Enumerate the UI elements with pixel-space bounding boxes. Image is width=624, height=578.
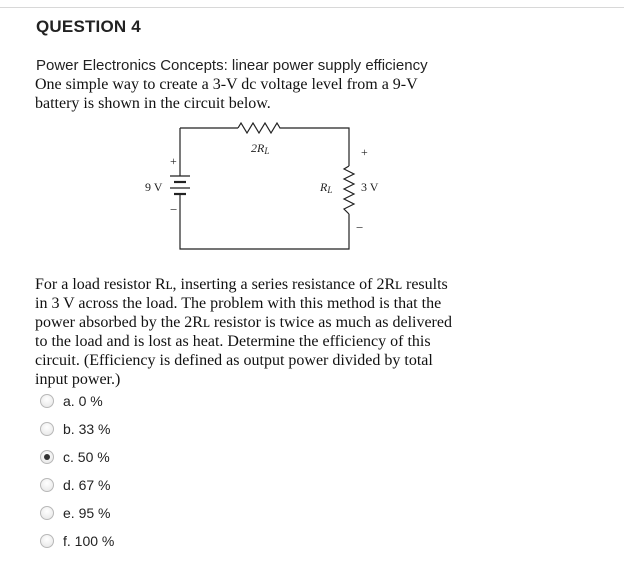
radio-button[interactable] [40, 506, 54, 520]
answer-label: c. 50 % [63, 449, 110, 465]
load-plus: + [361, 145, 368, 159]
answer-option-a[interactable] [40, 393, 103, 409]
radio-button[interactable] [40, 422, 54, 436]
series-resistor-label: 2RL [251, 141, 270, 156]
wire-right-bottom [180, 202, 349, 249]
body-line: in 3 V across the load. The problem with this method is that the [35, 295, 442, 312]
top-divider [0, 7, 624, 8]
load-minus: − [356, 220, 364, 235]
question-concept: Power Electronics Concepts: linear power supply efficiency [36, 57, 428, 74]
radio-button[interactable] [40, 450, 54, 464]
radio-button[interactable] [40, 394, 54, 408]
body-line: power absorbed by the 2Rʟ resistor is twice as much as delivered [35, 314, 452, 331]
answer-label: a. 0 % [63, 393, 103, 409]
question-intro [35, 75, 505, 113]
intro-line: battery is shown in the circuit below. [35, 95, 271, 112]
answer-option-e[interactable] [40, 505, 110, 521]
radio-button[interactable] [40, 534, 54, 548]
load-resistor [344, 166, 354, 214]
answer-option-c[interactable] [40, 449, 110, 465]
load-voltage-label: 3 V [361, 180, 379, 194]
answer-option-f[interactable] [40, 533, 114, 549]
battery-minus: − [170, 202, 178, 217]
body-line: to the load and is lost as heat. Determine the efficiency of this [35, 333, 431, 350]
answer-option-b[interactable] [40, 421, 110, 437]
intro-line: One simple way to create a 3-V dc voltage level from a 9-V [35, 76, 418, 93]
battery-label: 9 V [145, 180, 163, 194]
radio-button[interactable] [40, 478, 54, 492]
answer-label: b. 33 % [63, 421, 111, 437]
wire-top-right [282, 128, 349, 166]
body-line: For a load resistor Rʟ, inserting a series resistance of 2Rʟ results [35, 276, 448, 293]
circuit-diagram [130, 118, 390, 258]
question-title: QUESTION 4 [36, 17, 141, 36]
series-resistor [238, 123, 282, 133]
body-line: circuit. (Efficiency is defined as output power divided by total [35, 352, 433, 369]
body-line: input power.) [35, 371, 121, 388]
question-body [35, 275, 505, 389]
load-resistor-label: RL [320, 180, 333, 195]
battery-symbol [170, 176, 190, 202]
battery-plus: + [170, 154, 177, 168]
answer-label: e. 95 % [63, 505, 111, 521]
answer-option-d[interactable] [40, 477, 110, 493]
answer-label: d. 67 % [63, 477, 111, 493]
answer-label: f. 100 % [63, 533, 115, 549]
